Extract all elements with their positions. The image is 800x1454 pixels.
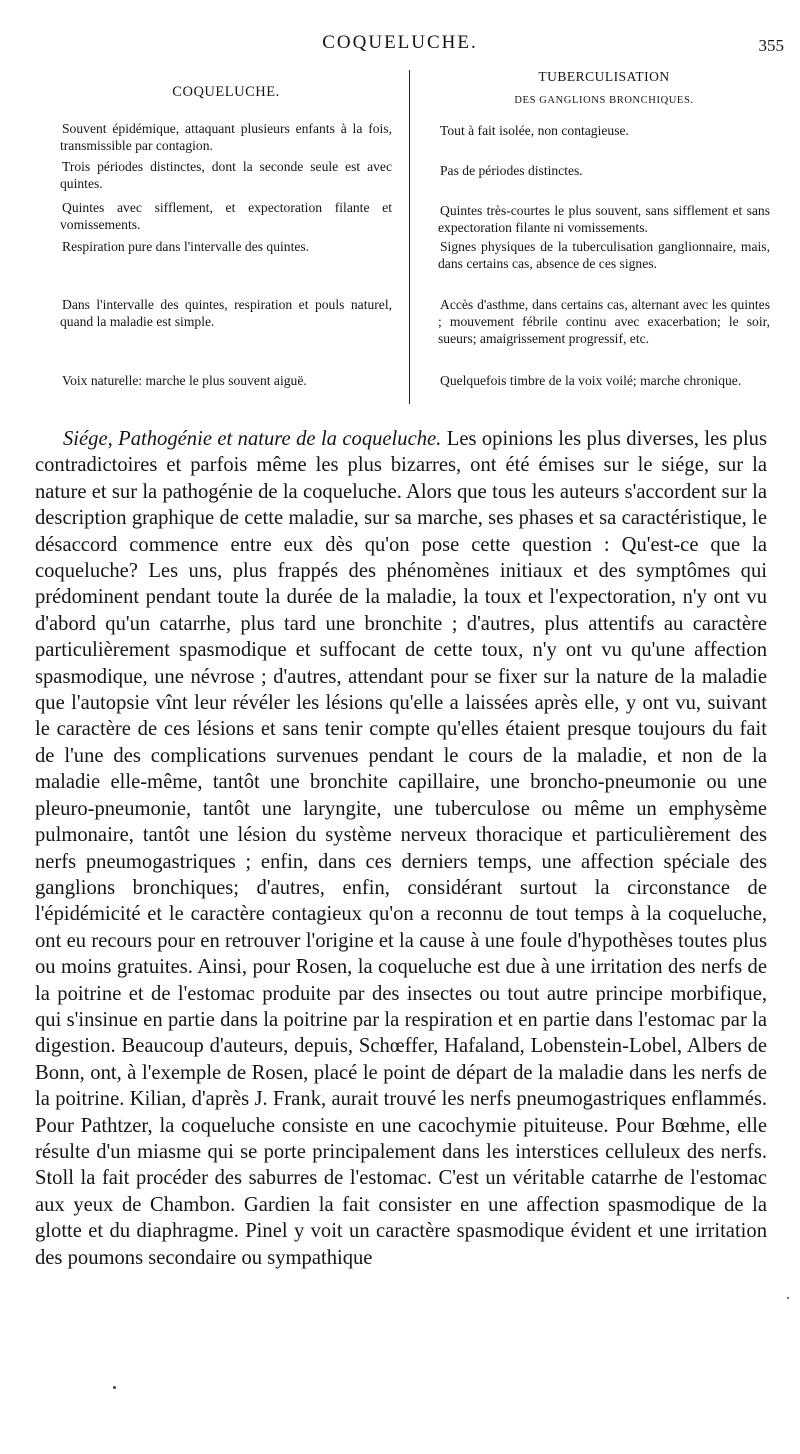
row-text: Signes physiques de la tuberculisation ganglionnaire, mais, dans certains cas, absence de ces signes. — [438, 239, 770, 271]
row-text: Quintes avec sifflement, et expectoration filante et vomissements. — [60, 200, 392, 232]
row-text: Accès d'asthme, dans certains cas, alternant avec les quintes ; mouvement fébrile continu avec exacerbation; le soir, sueurs; amaigrissement progressif, etc. — [438, 297, 770, 346]
print-speck — [787, 1297, 789, 1299]
paragraph-text: Les opinions les plus diverses, les plus contradictoires et parfois même les plus bizarres, ont été émises sur le siége, sur la nature et sur la pathogénie de la coqueluche. Alors que tous les auteurs s'accordent sur la description graphique de cette maladie, sur sa marche, ses phases et sa caractéristique, le désaccord commence entre eux dès qu'on pose cette question : Qu'est-ce que la coqueluche? Les uns, plus frappés des phénomènes initiaux et des symptômes qui prédominent pendant toute la durée de la maladie, la toux et l'expectoration, n'y ont vu d'abord qu'un catarrhe, plus tard une bronchite ; d'autres, plus attentifs au caractère particulièrement spasmodique et suffocant de cette toux, n'y ont vu qu'une affection spasmodique, une névrose ; d'autres, attendant pour se fixer sur la nature de la maladie que l'autopsie vînt leur révéler les lésions qu'elle a laissées après elle, y ont vu, suivant le caractère de ces lésions et sans tenir compte qu'elles étaient presque toujours du fait de l'une des complications survenues pendant le cours de la maladie, et non de la maladie elle-même, tantôt une bronchite capillaire, une broncho-pneumonie ou une pleuro-pneumonie, tantôt une laryngite, une tuberculose ou même un emphysème pulmonaire, tantôt une lésion du système nerveux thoracique et particulièrement des nerfs pneumogastriques ; enfin, dans ces derniers temps, une affection spéciale des ganglions bronchiques; d'autres, enfin, considérant surtout la circonstance de l'épidémicité et le caractère contagieux qu'on a reconnu de tout temps à la coqueluche, ont eu recours pour en retrouver l'origine et la cause à une foule d'hypothèses toutes plus ou moins gratuites. Ainsi, pour Rosen, la coqueluche est due à une irritation des nerfs de la poitrine et de l'estomac produite par des insectes ou tout autre principe morbifique, qui s'insinue en partie dans la poitrine par la respiration et en partie dans l'estomac par la digestion. Beaucoup d'auteurs, depuis, Schœffer, Hafaland, Lobenstein-Lobel, Albers de Bonn, ont, à l'exemple de Rosen, placé le point de départ de la maladie dans les nerfs de la poitrine. Kilian, d'après J. Frank, aurait trouvé les nerfs pneumogastriques enflammés. Pour Pathtzer, la coqueluche consiste en une cacochymie pituiteuse. Pour Bœhme, elle résulte d'un miasme qui se porte principalement dans les interstices celluleux des nerfs. Stoll la fait procéder des saburres de l'estomac. C'est un véritable catarrhe de l'estomac aux yeux de Chambon. Gardien la fait consister en une affection spasmodique de la glotte et du diaphragme. Pinel y voit un caractère spasmodique évident et une irritation des poumons secondaire ou sympathique — [35, 428, 767, 1269]
table-row — [60, 199, 392, 233]
table-row — [60, 120, 392, 154]
row-text: Voix naturelle: marche le plus souvent aiguë. — [62, 373, 307, 388]
table-row — [60, 296, 392, 330]
column-title-coqueluche: COQUELUCHE. — [172, 84, 280, 100]
main-text — [35, 426, 767, 1271]
body-paragraph — [35, 426, 767, 1271]
section-heading: Siége, Pathogénie et nature de la coqueluche. — [63, 428, 442, 450]
row-text: Tout à fait isolée, non contagieuse. — [440, 123, 629, 138]
column-subtitle: DES GANGLIONS BRONCHIQUES. — [514, 95, 694, 106]
row-text: Quelquefois timbre de la voix voilé; marche chronique. — [440, 373, 742, 388]
table-row — [438, 372, 770, 389]
column-divider — [409, 70, 410, 404]
table-row — [438, 238, 770, 272]
table-row — [438, 296, 770, 347]
row-text: Trois périodes distinctes, dont la seconde seule est avec quintes. — [60, 159, 392, 191]
table-row — [60, 238, 392, 255]
running-title: COQUELUCHE. — [322, 32, 478, 53]
running-head — [0, 30, 800, 56]
row-text: Pas de périodes distinctes. — [440, 163, 583, 178]
comparison-table — [60, 66, 778, 406]
row-text: Souvent épidémique, attaquant plusieurs enfants à la fois, transmissible par contagion. — [60, 121, 392, 153]
row-text: Respiration pure dans l'intervalle des quintes. — [62, 239, 310, 254]
table-row — [60, 372, 392, 389]
table-row — [438, 162, 770, 179]
print-speck — [113, 1386, 116, 1389]
table-row — [60, 158, 392, 192]
page-number: 355 — [758, 36, 784, 55]
table-row — [438, 122, 770, 139]
row-text: Dans l'intervalle des quintes, respiration et pouls naturel, quand la maladie est simple. — [60, 297, 392, 329]
table-row — [438, 202, 770, 236]
row-text: Quintes très-courtes le plus souvent, sans sifflement et sans expectoration filante ni vomissements. — [438, 203, 770, 235]
column-title-tuberculisation: TUBERCULISATION — [538, 69, 670, 84]
